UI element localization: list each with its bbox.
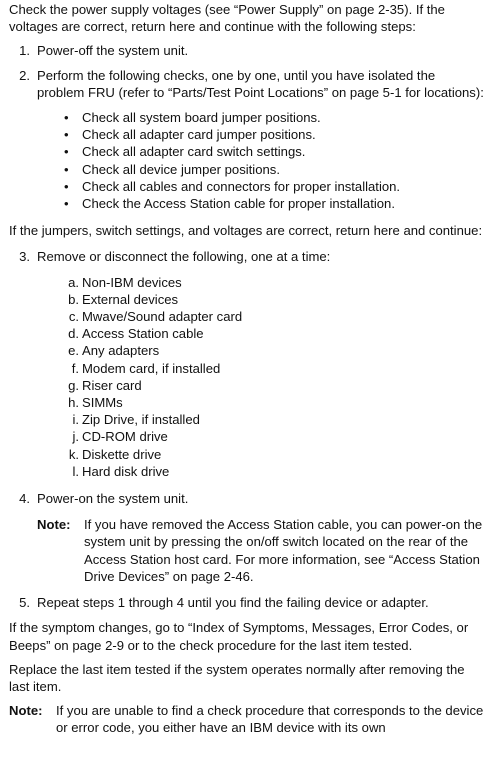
step-number: 1. — [19, 43, 30, 59]
document-page — [9, 1, 485, 737]
step-text: Perform the following checks, one by one, until you have isolated the problem FRU (refer to “Parts/Test Point Locations” on page 5-1 for locations): — [37, 67, 484, 100]
step-text: Repeat steps 1 through 4 until you find the failing device or adapter. — [37, 595, 429, 611]
check-item: • Check the Access Station cable for proper installation. — [64, 196, 395, 212]
note-text: If you have removed the Access Station cable, you can power-on the system unit by pressing the on/off switch located on the rear of the Access Station host card. For more information, see “Access Station Drive Devices” on page 2-46. — [84, 517, 483, 584]
step-5 — [9, 594, 485, 611]
step-1 — [9, 42, 485, 59]
remove-item: a. Non-IBM devices — [68, 274, 182, 290]
bullet-icon: • — [64, 178, 69, 194]
note-label: Note: — [9, 703, 43, 719]
bullet-icon: • — [64, 161, 69, 177]
symptom-paragraph: If the symptom changes, go to “Index of Symptoms, Messages, Error Codes, or Beeps” on page 2-9 or to the check procedure for the last item tested. — [9, 620, 469, 653]
remove-item: i. Zip Drive, if installed — [72, 412, 200, 428]
step-text: Power-off the system unit. — [37, 43, 189, 59]
step-text: Power-on the system unit. — [37, 491, 189, 507]
remove-item: b. External devices — [68, 291, 179, 307]
note-text: If you are unable to find a check procedure that corresponds to the device or error code, you either have an IBM device with its own — [56, 703, 484, 736]
procedure-steps-continued — [9, 248, 485, 611]
procedure-steps — [9, 42, 485, 212]
bullet-icon: • — [64, 196, 69, 212]
step-2 — [9, 67, 485, 213]
remove-item: l. Hard disk drive — [72, 463, 170, 479]
note-check-procedure — [9, 702, 485, 736]
step-number: 4. — [19, 491, 30, 507]
remove-item: g. Riser card — [68, 377, 142, 393]
remove-item: h. SIMMs — [68, 395, 123, 411]
step-4 — [9, 490, 485, 585]
note-access-station — [37, 516, 485, 585]
bullet-icon: • — [64, 144, 69, 160]
check-item: • Check all adapter card jumper positions. — [64, 127, 316, 143]
remove-item: f. Modem card, if installed — [71, 360, 221, 376]
step-3 — [9, 248, 485, 480]
remove-item: c. Mwave/Sound adapter card — [68, 309, 243, 325]
step-text: Remove or disconnect the following, one at a time: — [37, 249, 331, 265]
remove-item: j. CD-ROM drive — [72, 429, 168, 445]
check-item: • Check all adapter card switch settings. — [64, 144, 306, 160]
bullet-icon: • — [64, 127, 69, 143]
check-item: • Check all system board jumper positions. — [64, 110, 321, 126]
replace-paragraph: Replace the last item tested if the system operates normally after removing the last item. — [9, 661, 465, 694]
step-number: 5. — [19, 595, 30, 611]
bullet-icon: • — [64, 110, 69, 126]
note-label: Note: — [37, 517, 71, 533]
intro-paragraph: Check the power supply voltages (see “Power Supply” on page 2-35). If the voltages are correct, return here and continue with the following steps: — [9, 2, 445, 35]
remove-item: k. Diskette drive — [68, 446, 162, 462]
check-item: • Check all cables and connectors for proper installation. — [64, 178, 401, 194]
check-list — [37, 109, 485, 212]
check-item: • Check all device jumper positions. — [64, 161, 280, 177]
step-number: 3. — [19, 249, 30, 265]
remove-list — [37, 274, 485, 480]
step-number: 2. — [19, 67, 30, 83]
continue-paragraph: If the jumpers, switch settings, and voltages are correct, return here and continue: — [9, 223, 483, 239]
remove-item: d. Access Station cable — [68, 326, 204, 342]
remove-item: e. Any adapters — [68, 343, 160, 359]
